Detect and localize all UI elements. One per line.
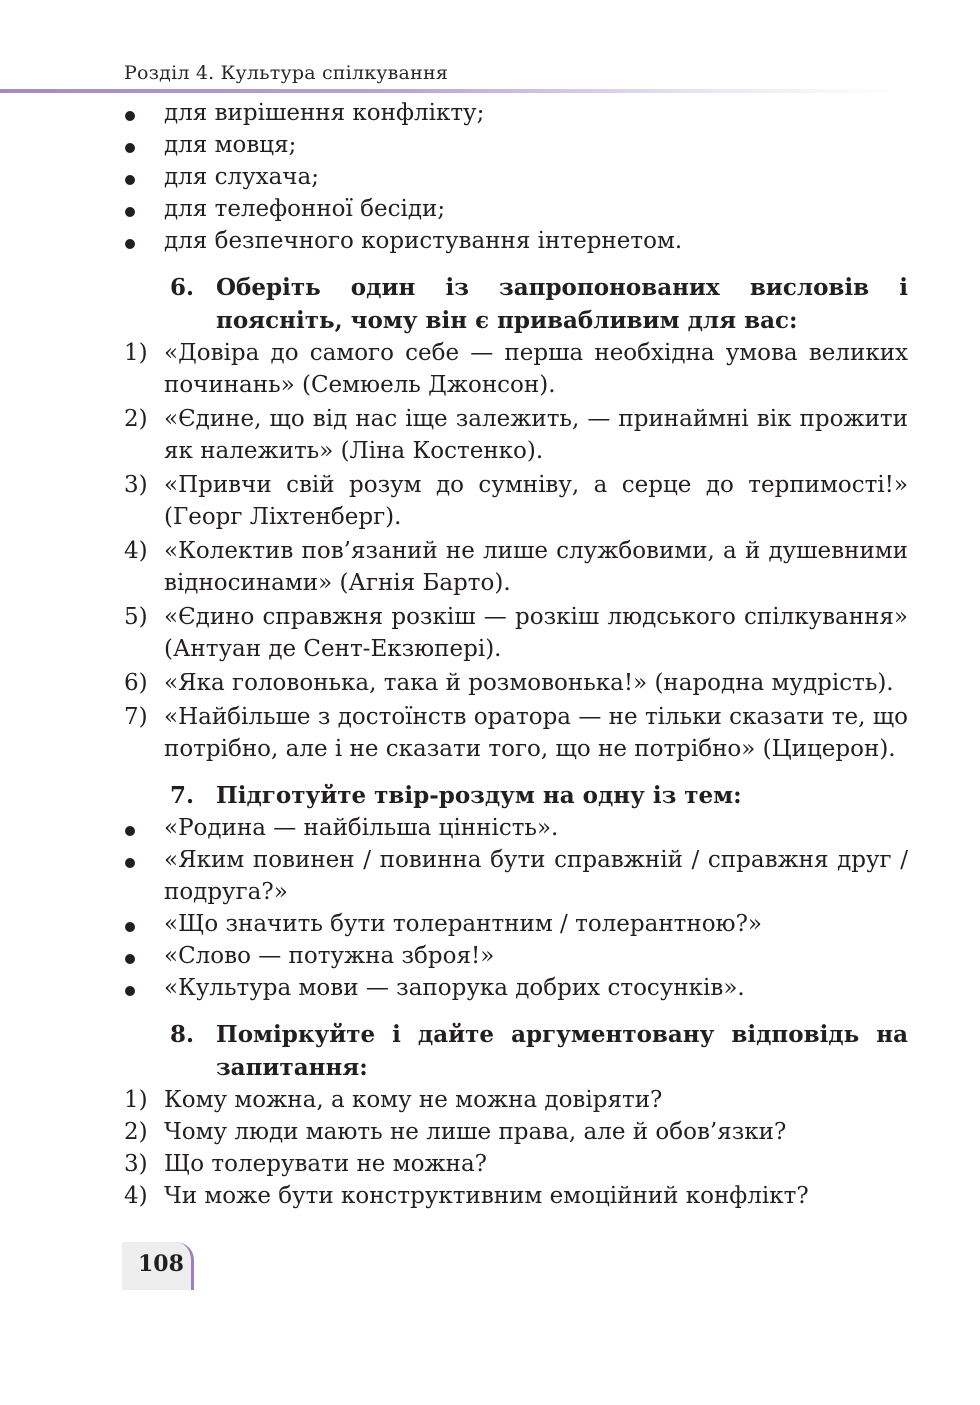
- list-item: [124, 129, 908, 161]
- list-item-text: «Що значить бути толерантним / толерантною?»: [164, 911, 762, 937]
- numbered-item: [124, 535, 908, 599]
- question-text: Чи може бути конструктивним емоційний конфлікт?: [164, 1183, 809, 1209]
- quote-text: «Привчи свій розум до сумніву, а серце до терпимості!» (Георг Ліхтенберг).: [164, 472, 908, 530]
- list-item: [124, 97, 908, 129]
- item-number: 3): [124, 472, 148, 498]
- list-item-text: для мовця;: [164, 132, 297, 158]
- question-text: Кому можна, а кому не можна довіряти?: [164, 1087, 663, 1113]
- numbered-item: [124, 469, 908, 533]
- numbered-item: [124, 337, 908, 401]
- quote-text: «Довіра до самого себе — перша необхідна умова великих починань» (Семюель Джонсон).: [164, 340, 908, 398]
- task-title: Підготуйте твір-роздум на одну із тем:: [216, 782, 742, 809]
- list-item: [124, 972, 908, 1004]
- list-item-text: для безпечного користування інтернетом.: [164, 228, 683, 254]
- numbered-item: [124, 1148, 908, 1180]
- task-title: Поміркуйте і дайте аргументовану відповідь на запитання:: [216, 1021, 908, 1081]
- task-7-heading: [170, 779, 908, 812]
- list-item: [124, 812, 908, 844]
- numbered-item: [124, 1116, 908, 1148]
- list-item: [124, 940, 908, 972]
- list-item: [124, 844, 908, 908]
- task-title: Оберіть один із запропонованих висловів і поясніть, чому він є привабливим для вас:: [216, 274, 908, 334]
- item-number: 3): [124, 1151, 148, 1177]
- task-8-heading: [170, 1018, 908, 1084]
- task-number: 7.: [170, 782, 195, 809]
- list-item-text: для слухача;: [164, 164, 319, 190]
- page-content: [124, 97, 908, 1212]
- list-item-text: «Яким повинен / повинна бути справжній / справжня друг / подруга?»: [164, 847, 908, 905]
- quote-text: «Єдине, що від нас іще залежить, — принаймні вік прожити як належить» (Ліна Костенко).: [164, 406, 908, 464]
- task-number: 8.: [170, 1021, 195, 1048]
- numbered-item: [124, 1180, 908, 1212]
- header-divider: [0, 89, 900, 93]
- list-item-text: для телефонної бесіди;: [164, 196, 446, 222]
- list-item: [124, 161, 908, 193]
- quote-text: «Єдино справжня розкіш — розкіш людського спілкування» (Антуан де Сент-Екзюпері).: [164, 604, 908, 662]
- item-number: 7): [124, 704, 148, 730]
- item-number: 5): [124, 604, 148, 630]
- question-text: Чому люди мають не лише права, але й обов’язки?: [164, 1119, 787, 1145]
- numbered-item: [124, 701, 908, 765]
- section-header: Розділ 4. Культура спілкування: [124, 62, 448, 84]
- question-text: Що толерувати не можна?: [164, 1151, 487, 1177]
- task-number: 6.: [170, 274, 195, 301]
- item-number: 6): [124, 670, 148, 696]
- list-item-text: для вирішення конфлікту;: [164, 100, 485, 126]
- list-item-text: «Слово — потужна зброя!»: [164, 943, 495, 969]
- list-item-text: «Родина — найбільша цінність».: [164, 815, 559, 841]
- numbered-item: [124, 403, 908, 467]
- list-item: [124, 193, 908, 225]
- quote-text: «Яка головонька, така й розмовонька!» (народна мудрість).: [164, 670, 894, 696]
- item-number: 1): [124, 340, 148, 366]
- numbered-item: [124, 1084, 908, 1116]
- quote-text: «Найбільше з достоїнств оратора — не тільки сказати те, що потрібно, але і не сказати того, що не потрібно» (Цицерон).: [164, 704, 908, 762]
- task-6-heading: [170, 271, 908, 337]
- item-number: 2): [124, 1119, 148, 1145]
- quote-text: «Колектив пов’язаний не лише службовими, а й душевними відносинами» (Агнія Барто).: [164, 538, 908, 596]
- item-number: 4): [124, 1183, 148, 1209]
- page-number: 108: [138, 1251, 184, 1277]
- item-number: 4): [124, 538, 148, 564]
- list-item: [124, 225, 908, 257]
- list-item: [124, 908, 908, 940]
- numbered-item: [124, 667, 908, 699]
- item-number: 2): [124, 406, 148, 432]
- numbered-item: [124, 601, 908, 665]
- item-number: 1): [124, 1087, 148, 1113]
- list-item-text: «Культура мови — запорука добрих стосунків».: [164, 975, 745, 1001]
